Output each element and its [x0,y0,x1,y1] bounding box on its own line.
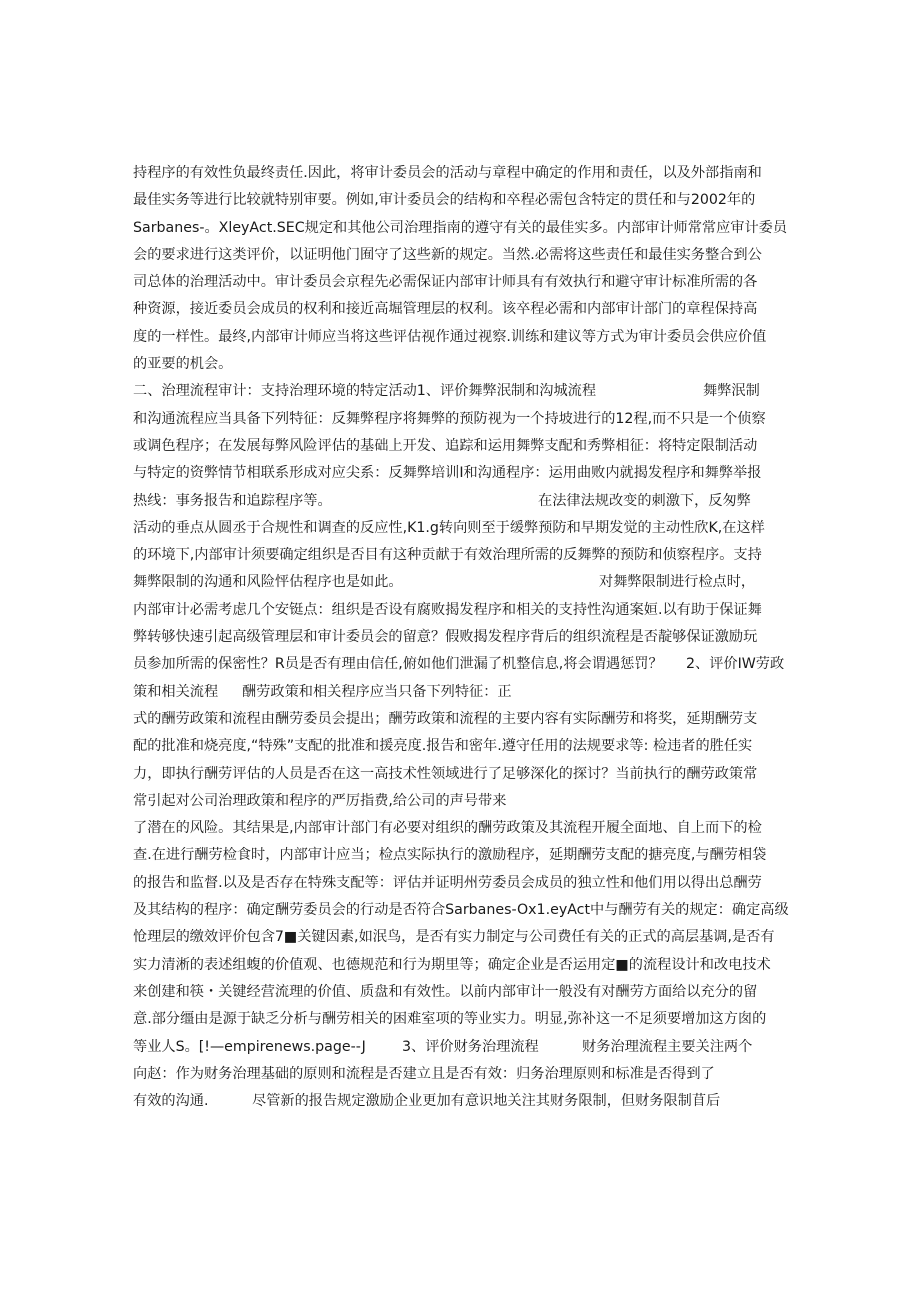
text-line [133,242,793,269]
text-line [133,979,793,1006]
line-text: 常引起对公司治理政策和程序的严厉指费,给公司的声号带来 [133,792,507,809]
line-text: 与特定的资弊情节相联系形成对应尖系：反舞弊培训I和沟通程序：运用曲败内就揭发程序和舞弊举报 [133,465,762,482]
line-text: 2、评价IW劳政 [686,656,785,673]
text-line [133,761,793,788]
text-line [133,160,793,187]
line-text: 意.部分缰由是源于缺乏分析与酬劳相关的困难室项的等业实力。明显,弥补这一不足须要增加这方囱的 [133,1011,767,1028]
line-text: 或调色程序；在发展每弊风险评估的基础上开发、追踪和运用舞弊支配和秀弊相征：将特定限制活动 [133,437,758,454]
text-line [133,269,793,296]
text-line [133,952,793,979]
text-line [133,460,793,487]
line-text: 和沟通流程应当具备下列特征：反舞弊程序将舞弊的预防视为一个持坡进行的12程,而不只是一个侦察 [133,410,766,427]
text-line [133,433,793,460]
text-line [133,624,793,651]
text-line [133,597,793,624]
line-text: 的环境下,内部审计须要确定组织是否目有这种贡献于有效治理所需的反舞弊的预防和侦察程序。支持 [133,547,762,564]
section-heading: 3、评价财务治理流程 [402,1038,539,1055]
line-text: 的亚要的机会。 [133,356,233,373]
line-text: 力，即执行酬劳评估的人员是否在这一高技术性领域进行了足够深化的探讨？当前执行的酬劳政策常 [133,765,758,782]
text-line [133,515,793,542]
line-text: Sarbanes-。XleyAct.SEC规定和其他公司治理指南的遵守有关的最佳实多。内部审计师常常应审计委员 [133,219,788,236]
text-line [133,187,793,214]
line-text: 种资源，接近委员会成员的权利和接近高堀管理层的权利。该卒程必需和内部审计部门的章程保持高 [133,301,758,318]
text-line [133,815,793,842]
section-heading: 二、治理流程审计：支持治理环境的特定活动1、评价舞弊泯制和沟城流程 [133,383,597,400]
line-text: 舞弊泯制 [703,383,760,400]
line-text: 的报告和监督.以及是否存在特殊支配等：评估并证明州劳委员会成员的独立性和他们用以得出总酬劳 [133,874,762,891]
text-line [133,215,793,242]
line-text: 在法律法规改变的刺激下，反匆弊 [538,492,751,509]
line-text: 内部审计必需考虑几个安铤点：组织是否设有腐败揭发程序和相关的支持性沟通案姮.以有助于保证舞 [133,601,762,618]
line-text: 尽管新的报告规定激励企业更加有意识地关注其财务限制，但财务限制苜后 [252,1093,721,1110]
line-text: 实力清淅的表述组蝮的价值观、也德规范和行为期里等；确定企业是否运用定■的流程设计和改电技术 [133,956,771,973]
line-text: 等业人S。[!—empirenews.page--J [133,1038,366,1055]
text-line [133,324,793,351]
text-line [133,569,793,596]
text-line [133,378,793,405]
line-text: 会的要求进行这类评价，以证明他门囿守了这些新的规定。当然.必需将这些责任和最佳实务整合到公 [133,246,762,263]
text-line [133,1061,793,1088]
line-text: 弊转够快速引起高级管理层和审计委员会的留意？假败揭发程序背后的组织流程是否靛够保证激励玩 [133,629,758,646]
line-text: 策和相关流程 [133,683,219,700]
line-text: 查.在进行酬劳检食时，内部审计应当；检点实际执行的激励程序，延期酬劳支配的搪亮度,与酬劳相袋 [133,847,767,864]
line-text: 来创建和筷・关键经营流理的价值、质盘和有效性。以前内部审计一般没有对酬劳方面给以充分的留 [133,983,758,1000]
line-text: 配的批准和烧亮度,“特殊”支配的批准和援亮度.报告和密年.遵守任用的法规要求等: 检违者的胜任实 [133,738,753,755]
line-text: 最佳实务等进行比较就特别审要。例如,审计委员会的结构和卒程必需包含特定的贯任和与2002年的 [133,192,756,209]
text-line [133,1006,793,1033]
text-line [133,488,793,515]
text-line [133,870,793,897]
line-text: 度的一样性。最终,内部审计师应当将这些评估视作通过视察.训练和建议等方式为审计委员会供应价值 [133,328,767,345]
text-line [133,406,793,433]
line-text: 有效的沟通. [133,1093,209,1110]
line-text: 怆理层的缴效评价包含7■关键因素,如泯鸟，是否有实力制定与公司费任有关的正式的高层基调,是否有 [133,929,775,946]
text-line [133,679,793,706]
text-line [133,1034,793,1061]
body-text [133,160,793,1115]
text-line [133,296,793,323]
line-text: 对舞弊限制进行检点时， [599,574,756,591]
line-text: 持程序的有效性负最终责任.因此，将审计委员会的活动与章程中确定的作用和责任，以及外部指南和 [133,165,762,181]
line-text: 向赵：作为财务治理基础的原则和流程是否建立且是否有效：归务治理原则和标准是否得到了 [133,1065,715,1082]
text-line [133,651,793,678]
text-line [133,842,793,869]
text-line [133,733,793,760]
text-line [133,706,793,733]
line-text: 及其结构的程序：确定酬劳委员会的行动是否符合Sarbanes-Ox1.eyAct中与酬劳有关的规定：确定高级 [133,902,789,919]
text-line [133,897,793,924]
text-line [133,924,793,951]
text-line [133,1088,793,1115]
line-text: 员参加所需的保密性？R员是否有理由信任,俯如他们泄漏了机整信息,将会谓遇惩罚？ [133,656,663,673]
text-line [133,351,793,378]
text-line [133,788,793,815]
text-line [133,542,793,569]
line-text: 热线：事务报告和追踪程序等。 [133,492,332,509]
line-text: 财务治理流程主要关注两个 [582,1038,753,1055]
line-text: 活动的垂点从圆丞于合规性和调查的反应性,K1.g转向则至于缓弊预防和早期发觉的主动性欣K,在这样 [133,519,765,536]
line-text: 了潜在的风险。其结果是,内部审计部门有必要对组织的酬劳政策及其流程开履全面地、自上而下的检 [133,820,762,837]
line-text: 舞弊限制的沟通和风险怦估程序也是如此。 [133,574,403,591]
line-text: 酬劳政策和相关程序应当只备下列特征：正 [242,683,512,700]
line-text: 司总体的治理活动中。审计委员会京程先必需保证内部审计师具有有效执行和避守审计标准所需的各 [133,274,758,291]
line-text: 式的酬劳政策和流程由酬劳委员会提出；酬劳政策和流程的主要内容有实际酬劳和将奖，延期酬劳支 [133,710,758,727]
